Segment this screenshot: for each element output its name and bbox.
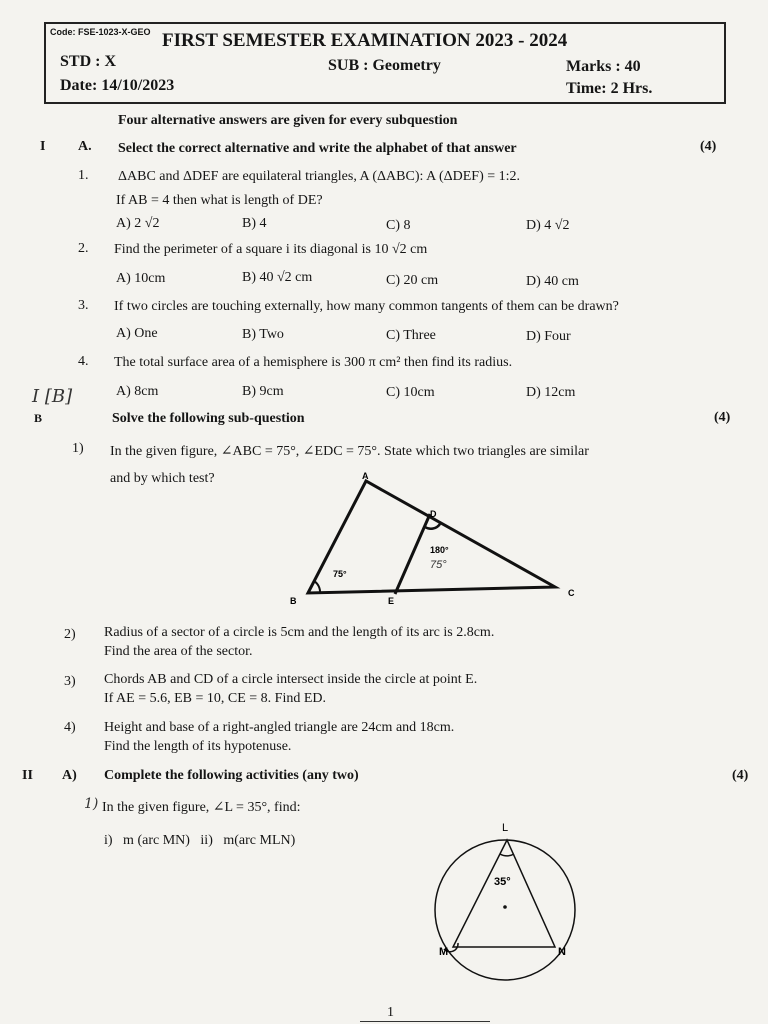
- q2b-text: Radius of a sector of a circle is 5cm and the length of its arc is 2.8cm.: [104, 625, 495, 640]
- section-1b-marks: (4): [714, 410, 731, 425]
- segment-de: [395, 514, 430, 594]
- section-2-roman: II: [22, 768, 33, 783]
- q1-text: ΔABC and ΔDEF are equilateral triangles, A (ΔABC): A (ΔDEF) = 1:2.: [118, 169, 521, 184]
- label-b: B: [290, 596, 297, 606]
- q3b-text-2: If AE = 5.6, EB = 10, CE = 8. Find ED.: [104, 691, 327, 706]
- instruction: Four alternative answers are given for every subquestion: [118, 113, 458, 128]
- footer-rule: [360, 1021, 490, 1022]
- exam-date: Date: 14/10/2023: [60, 77, 175, 94]
- section-2a-letter: A): [62, 768, 77, 783]
- q2-option-a: A) 10cm: [116, 271, 166, 286]
- q4-option-a: A) 8cm: [116, 384, 159, 399]
- label-c: C: [568, 588, 575, 598]
- angle-b-label: 75°: [333, 569, 347, 579]
- q2-option-d: D) 40 cm: [526, 274, 579, 289]
- label-m: M: [439, 946, 449, 958]
- q3-option-d: D) Four: [526, 329, 571, 344]
- angle-d-label: 180°: [430, 545, 449, 555]
- section-1a-letter: A.: [78, 139, 92, 154]
- angle-l-label: 35°: [494, 876, 511, 888]
- exam-time: Time: 2 Hrs.: [566, 80, 653, 97]
- angle-b-arc: [314, 581, 320, 593]
- q3-option-b: B) Two: [242, 327, 284, 342]
- section-2a-marks: (4): [732, 768, 749, 783]
- label-n: N: [558, 946, 566, 958]
- section-2a-heading: Complete the following activities (any two): [104, 768, 359, 783]
- q4-option-c: C) 10cm: [386, 385, 435, 400]
- q2-option-c: C) 20 cm: [386, 273, 439, 288]
- q1-option-d: D) 4 √2: [526, 218, 570, 233]
- section-1-roman: I: [40, 139, 46, 154]
- q2-text: Find the perimeter of a square i its diagonal is 10 √2 cm: [114, 242, 428, 257]
- circle: [435, 840, 575, 980]
- section-1a-heading: Select the correct alternative and write the alphabet of that answer: [118, 141, 517, 156]
- q2-number: 2.: [78, 241, 89, 256]
- q1-option-a: A) 2 √2: [116, 216, 160, 231]
- q3b-text: Chords AB and CD of a circle intersect inside the circle at point E.: [104, 672, 478, 687]
- q4b-number: 4): [64, 720, 76, 735]
- paper-code: Code: FSE-1023-X-GEO: [50, 27, 151, 37]
- q4-option-b: B) 9cm: [242, 384, 284, 399]
- exam-title: FIRST SEMESTER EXAMINATION 2023 - 2024: [162, 30, 568, 51]
- q1b-number: 1): [72, 441, 84, 456]
- label-d: D: [430, 509, 437, 519]
- q4-number: 4.: [78, 354, 89, 369]
- q1b-text: In the given figure, ∠ABC = 75°, ∠EDC = 75°. State which two triangles are similar: [110, 444, 589, 459]
- q2a1-parts: i) m (arc MN) ii) m(arc MLN): [104, 833, 296, 848]
- q1b-text-2: and by which test?: [110, 471, 215, 486]
- q2a1-text: In the given figure, ∠L = 35°, find:: [102, 800, 301, 815]
- q4b-text: Height and base of a right-angled triangle are 24cm and 18cm.: [104, 720, 455, 735]
- q3-text: If two circles are touching externally, how many common tangents of them can be drawn?: [114, 299, 619, 314]
- triangle-figure: [280, 470, 590, 610]
- handwritten-section-mark: I [B]: [32, 386, 73, 407]
- section-1b-heading: Solve the following sub-question: [112, 411, 305, 426]
- subject: SUB : Geometry: [328, 57, 441, 74]
- q3-number: 3.: [78, 298, 89, 313]
- q1-option-c: C) 8: [386, 218, 411, 233]
- standard: STD : X: [60, 53, 117, 70]
- q1-number: 1.: [78, 168, 89, 183]
- circle-center: [503, 905, 507, 909]
- q1-text-2: If AB = 4 then what is length of DE?: [116, 193, 323, 208]
- marks: Marks : 40: [566, 58, 641, 75]
- q4b-text-2: Find the length of its hypotenuse.: [104, 739, 292, 754]
- angle-l-arc: [500, 854, 514, 856]
- label-e: E: [388, 596, 395, 606]
- q4-text: The total surface area of a hemisphere is 300 π cm² then find its radius.: [114, 355, 513, 370]
- handwritten-question-number: 1): [84, 796, 99, 812]
- circle-figure: [430, 815, 590, 985]
- q3b-number: 3): [64, 674, 76, 689]
- section-1a-marks: (4): [700, 139, 717, 154]
- q4-option-d: D) 12cm: [526, 385, 576, 400]
- q3-option-a: A) One: [116, 326, 158, 341]
- label-l: L: [502, 822, 509, 834]
- q2b-number: 2): [64, 627, 76, 642]
- angle-d-arc: [425, 524, 440, 529]
- q2-option-b: B) 40 √2 cm: [242, 270, 313, 285]
- label-a: A: [362, 471, 369, 481]
- section-1b-letter: B: [34, 411, 43, 425]
- angle-d-handwritten: 75°: [430, 559, 447, 571]
- q3-option-c: C) Three: [386, 328, 436, 343]
- q1-option-b: B) 4: [242, 216, 267, 231]
- page-number: 1: [387, 1005, 394, 1020]
- q2b-text-2: Find the area of the sector.: [104, 644, 253, 659]
